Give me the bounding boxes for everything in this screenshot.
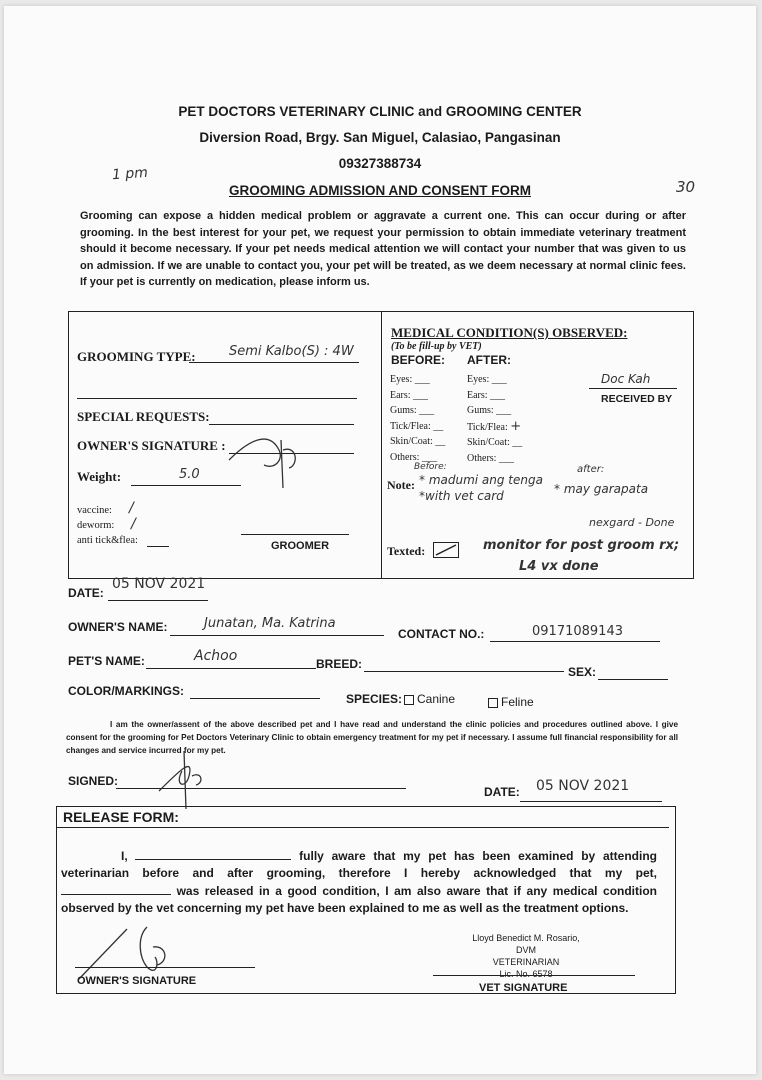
before-skin: Skin/Coat: __ xyxy=(390,436,446,447)
vaccine-label: vaccine: xyxy=(77,505,112,516)
sex-line xyxy=(598,679,668,680)
after-skin: Skin/Coat: __ xyxy=(467,437,523,448)
owner-name-line xyxy=(170,635,384,636)
weight-value: 5.0 xyxy=(179,467,200,482)
note-after-tag: after: xyxy=(577,464,605,475)
form-page xyxy=(4,6,756,1074)
feline-checkbox xyxy=(488,698,498,708)
after-tick-label: Tick/Flea: xyxy=(467,421,508,433)
pet-name-label: PET'S NAME: xyxy=(68,654,145,668)
after-gums: Gums: ___ xyxy=(467,405,512,416)
deworm-value: / xyxy=(131,516,136,532)
note-before-tag: Before: xyxy=(414,462,447,472)
grooming-box xyxy=(68,311,694,579)
weight-label: Weight: xyxy=(77,469,122,484)
canine-checkbox xyxy=(404,695,414,705)
received-by-line xyxy=(589,388,677,389)
anti-tick-line xyxy=(147,546,169,547)
canine-label: Canine xyxy=(417,692,456,706)
contact-value: 09171089143 xyxy=(532,624,623,639)
texted-label: Texted: xyxy=(387,544,426,558)
check-icon xyxy=(434,543,458,557)
note-label: Note: xyxy=(387,478,415,492)
clinic-name: PET DOCTORS VETERINARY CLINIC and GROOMING CENTER xyxy=(178,104,582,119)
texted-note-1: monitor for post groom rx; xyxy=(483,538,680,553)
after-label: AFTER: xyxy=(467,353,511,367)
owner-signature-label: OWNER'S SIGNATURE : xyxy=(77,438,226,453)
groomer-line xyxy=(241,534,349,535)
form-title: GROOMING ADMISSION AND CONSENT FORM xyxy=(229,183,531,198)
medical-subtitle: (To be fill-up by VET) xyxy=(391,341,482,352)
after-tick-mark: + xyxy=(510,418,522,434)
medical-title: MEDICAL CONDITION(S) OBSERVED: xyxy=(391,325,628,340)
species-label: SPECIES: xyxy=(346,692,403,706)
feline-label: Feline xyxy=(501,695,534,709)
breed-label: BREED: xyxy=(316,657,363,671)
weight-line xyxy=(131,485,241,486)
release-body xyxy=(61,847,657,917)
release-body-2: fully aware that my pet has been examined by attending veterinarian before and after grooming, therefore I hereby acknowledged that my pet, xyxy=(61,849,657,880)
clinic-phone: 09327388734 xyxy=(338,156,422,171)
contact-line xyxy=(490,641,660,642)
color-label: COLOR/MARKINGS: xyxy=(68,684,184,698)
after-eyes: Eyes: ___ xyxy=(467,374,507,385)
note-before: * madumi ang tenga *with vet card xyxy=(419,473,543,503)
before-ears: Ears: ___ xyxy=(390,389,429,401)
anti-tick-label: anti tick&flea: xyxy=(77,535,138,546)
special-requests-label: SPECIAL REQUESTS: xyxy=(77,409,210,424)
intro-paragraph: Grooming can expose a hidden medical problem or aggravate a current one. This can occur during or after grooming. In the best interest for your pet, we request your permission to obtain immediate veterinary treatment should it become necessary. If your pet needs medical attention we will contact your number that was given to us on admission. If we are unable to contact you, your pet will be treated, as we deem necessary at normal clinic fees. If your pet is currently on medication, please inform us. xyxy=(80,210,686,288)
pet-name-line xyxy=(146,668,316,669)
pet-name-value: Achoo xyxy=(194,648,238,664)
vet-stamp-title: VETERINARIAN xyxy=(492,957,560,967)
contact-label: CONTACT NO.: xyxy=(398,627,485,641)
after-list xyxy=(467,372,522,466)
received-by-label: RECEIVED BY xyxy=(601,393,673,405)
before-label: BEFORE: xyxy=(391,353,445,367)
owner-name-label: OWNER'S NAME: xyxy=(68,620,168,634)
release-box xyxy=(56,806,676,994)
after-others: Others: ___ xyxy=(467,452,514,464)
signed-label: SIGNED: xyxy=(68,774,119,788)
groomer-label: GROOMER xyxy=(271,540,330,552)
note-extra: nexgard - Done xyxy=(589,516,675,529)
vet-stamp xyxy=(461,932,591,980)
owner-name-value: Junatan, Ma. Katrina xyxy=(204,616,336,631)
grooming-type-line xyxy=(189,362,359,363)
owner-signature-mark-2 xyxy=(154,741,234,811)
date-line xyxy=(108,600,208,601)
clinic-address: Diversion Road, Brgy. San Miguel, Calasiao, Pangasinan xyxy=(199,130,561,145)
box-divider xyxy=(381,312,382,578)
after-tick xyxy=(467,419,522,436)
release-pet-line xyxy=(61,882,171,895)
before-eyes: Eyes: ___ xyxy=(390,374,430,385)
before-tick: Tick/Flea: __ xyxy=(390,420,444,432)
texted-note-2: L4 vx done xyxy=(519,559,599,574)
consent-paragraph: I am the owner/assent of the above described pet and I have read and understand the clinic policies and procedures outlined above. I give consent for the grooming for Pet Doctors Veterinary Clinic to obtain emergency treatment for my pet if necessary. I assume full financial responsibility for all changes and service incurred for my pet. xyxy=(66,720,678,755)
grooming-type-value: Semi Kalbo(S) : 4W xyxy=(229,344,354,359)
release-title-rule xyxy=(57,827,669,828)
breed-line xyxy=(364,671,564,672)
date2-line xyxy=(520,801,662,802)
vet-sig-line xyxy=(433,975,635,976)
grooming-type-label: GROOMING TYPE: xyxy=(77,349,196,364)
date2-label: DATE: xyxy=(484,785,520,799)
blank-line xyxy=(77,398,357,399)
vet-sig-label: VET SIGNATURE xyxy=(479,982,568,994)
release-title: RELEASE FORM: xyxy=(63,809,179,825)
after-ears: Ears: ___ xyxy=(467,389,506,401)
before-gums: Gums: ___ xyxy=(390,405,435,416)
texted-checkbox xyxy=(433,542,459,558)
owner-signature-mark xyxy=(219,420,309,490)
date2-value: 05 NOV 2021 xyxy=(536,778,630,794)
date-value: 05 NOV 2021 xyxy=(112,576,206,592)
date-label: DATE: xyxy=(68,586,104,600)
release-name-line xyxy=(135,847,291,860)
sex-label: SEX: xyxy=(568,665,597,679)
release-body-3: was released in a good condition, I am also aware that if any medical condition observed by the vet concerning my pet have been explained to me as well as the treatment options. xyxy=(61,884,658,915)
before-others: Others: ___ xyxy=(390,451,437,463)
note-after: * may garapata xyxy=(554,482,649,496)
deworm-label: deworm: xyxy=(77,520,115,531)
before-list xyxy=(390,372,445,465)
release-i: I, xyxy=(121,849,128,863)
margin-note-number: 30 xyxy=(676,178,696,196)
vaccine-value: / xyxy=(129,500,134,516)
owner-sig-line xyxy=(75,967,255,968)
margin-note-time: 1 pm xyxy=(111,164,149,184)
color-line xyxy=(190,698,320,699)
received-by-name: Doc Kah xyxy=(601,372,651,386)
vet-stamp-license: Lic. No. 6578 xyxy=(499,969,553,979)
owner-sig-label: OWNER'S SIGNATURE xyxy=(77,975,197,987)
vet-stamp-name: Lloyd Benedict M. Rosario, DVM xyxy=(472,933,580,955)
